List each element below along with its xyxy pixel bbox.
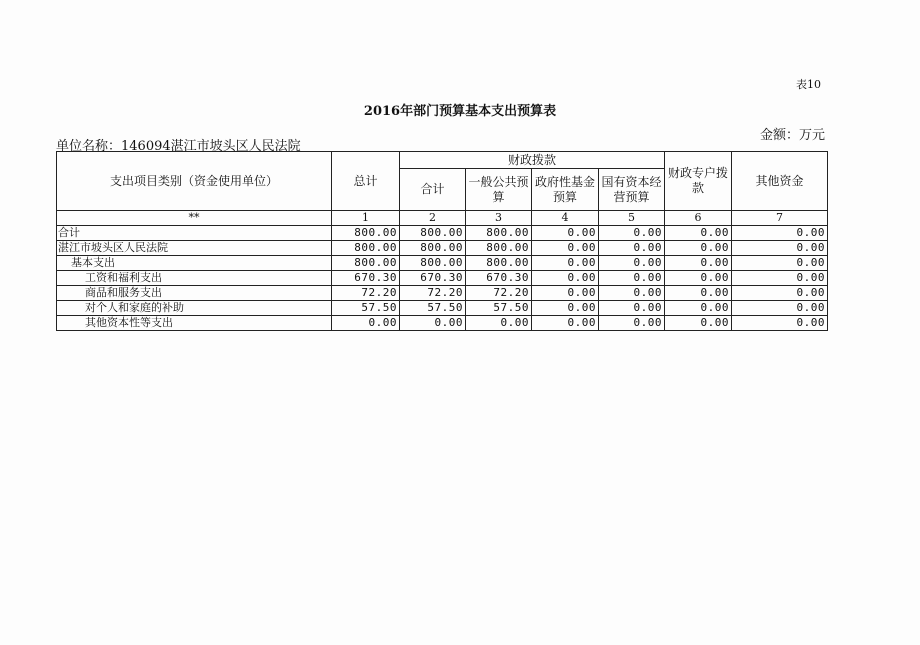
value-cell: 800.00 [466,256,532,271]
value-cell: 0.00 [532,301,599,316]
table-row [57,286,828,301]
value-cell: 0.00 [532,256,599,271]
header-fiscal-special: 财政专户拨款 [665,152,732,211]
value-cell: 0.00 [599,226,665,241]
table-row [57,256,828,271]
index-row [57,211,828,226]
value-cell: 800.00 [400,256,466,271]
header-general-public: 一般公共预算 [466,169,532,211]
value-cell: 0.00 [732,316,828,331]
value-cell: 800.00 [466,241,532,256]
table-row [57,271,828,286]
value-cell: 0.00 [732,256,828,271]
value-cell: 0.00 [466,316,532,331]
value-cell: 800.00 [466,226,532,241]
value-cell: 0.00 [532,286,599,301]
index-cell: 5 [599,211,665,226]
value-cell: 800.00 [332,226,400,241]
header-category: 支出项目类别（资金使用单位） [57,152,332,211]
amount-unit: 金额：万元 [760,128,826,143]
value-cell: 0.00 [532,316,599,331]
value-cell: 0.00 [665,286,732,301]
value-cell: 72.20 [400,286,466,301]
header-gov-fund: 政府性基金预算 [532,169,599,211]
value-cell: 0.00 [732,301,828,316]
index-cell: ** [57,211,332,226]
index-cell: 7 [732,211,828,226]
table-row [57,226,828,241]
budget-table [56,151,828,331]
value-cell: 0.00 [732,286,828,301]
row-label: 合计 [57,226,332,241]
value-cell: 0.00 [532,271,599,286]
value-cell: 0.00 [599,241,665,256]
value-cell: 0.00 [665,256,732,271]
value-cell: 0.00 [532,226,599,241]
row-label: 其他资本性等支出 [57,316,332,331]
value-cell: 0.00 [665,271,732,286]
value-cell: 0.00 [732,271,828,286]
header-state-capital: 国有资本经营预算 [599,169,665,211]
value-cell: 0.00 [332,316,400,331]
value-cell: 0.00 [732,241,828,256]
value-cell: 670.30 [332,271,400,286]
row-label: 基本支出 [57,256,332,271]
table-row [57,316,828,331]
value-cell: 57.50 [400,301,466,316]
value-cell: 0.00 [665,226,732,241]
row-label: 湛江市坡头区人民法院 [57,241,332,256]
row-label: 对个人和家庭的补助 [57,301,332,316]
value-cell: 0.00 [599,316,665,331]
value-cell: 0.00 [599,271,665,286]
index-cell: 1 [332,211,400,226]
index-cell: 6 [665,211,732,226]
value-cell: 670.30 [400,271,466,286]
header-fiscal-group: 财政拨款 [400,152,665,169]
header-other-funds: 其他资金 [732,152,828,211]
index-cell: 4 [532,211,599,226]
value-cell: 800.00 [400,226,466,241]
header-total: 总计 [332,152,400,211]
index-cell: 2 [400,211,466,226]
value-cell: 0.00 [532,241,599,256]
value-cell: 72.20 [332,286,400,301]
value-cell: 0.00 [400,316,466,331]
value-cell: 0.00 [665,241,732,256]
header-fiscal-subtotal: 合计 [400,169,466,211]
value-cell: 670.30 [466,271,532,286]
page-title: 2016年部门预算基本支出预算表 [363,104,557,119]
value-cell: 0.00 [665,301,732,316]
value-cell: 57.50 [332,301,400,316]
value-cell: 57.50 [466,301,532,316]
page-label: 表10 [796,78,821,91]
value-cell: 800.00 [332,241,400,256]
value-cell: 0.00 [665,316,732,331]
value-cell: 72.20 [466,286,532,301]
table-row [57,301,828,316]
table-row [57,241,828,256]
value-cell: 0.00 [599,286,665,301]
value-cell: 0.00 [599,301,665,316]
value-cell: 800.00 [400,241,466,256]
index-cell: 3 [466,211,532,226]
value-cell: 0.00 [599,256,665,271]
value-cell: 800.00 [332,256,400,271]
value-cell: 0.00 [732,226,828,241]
row-label: 商品和服务支出 [57,286,332,301]
unit-name: 单位名称：146094湛江市坡头区人民法院 [56,139,301,154]
row-label: 工资和福利支出 [57,271,332,286]
